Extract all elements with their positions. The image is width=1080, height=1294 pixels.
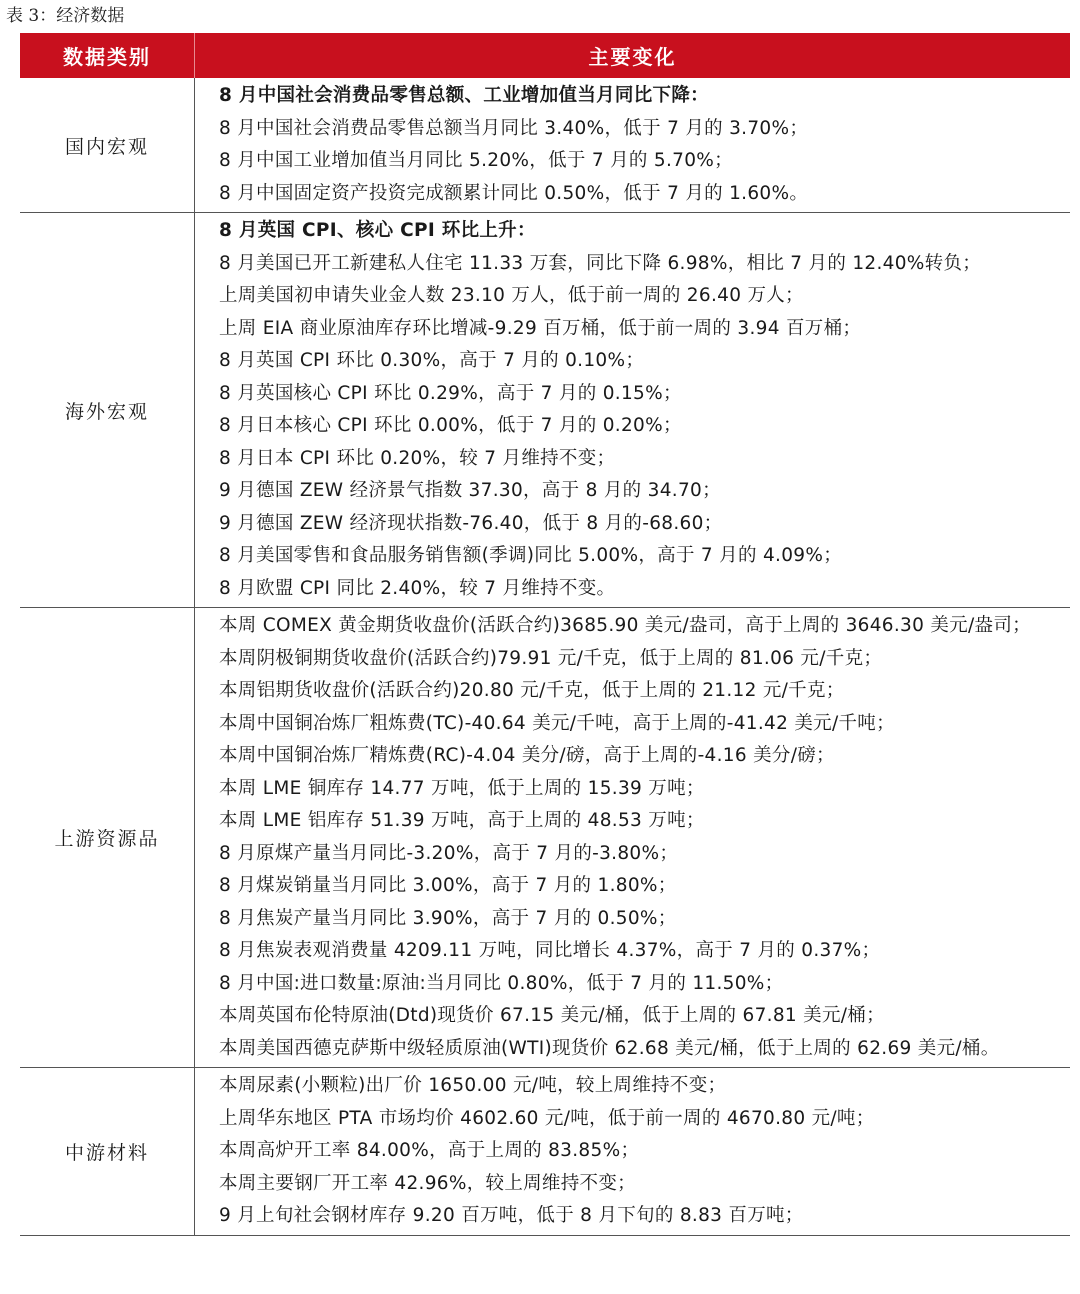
list-item: 本周阴极铜期货收盘价(活跃合约)79.91 元/千克，低于上周的 81.06 元/千克； [219, 647, 883, 669]
list-item: 8 月欧盟 CPI 同比 2.40%，较 7 月维持不变。 [219, 577, 616, 599]
list-item: 上周 EIA 商业原油库存环比增减-9.29 百万桶，低于前一周的 3.94 百万桶； [219, 317, 862, 339]
list-item: 8 月美国零售和食品服务销售额(季调)同比 5.00%，高于 7 月的 4.09%； [219, 545, 843, 566]
list-item: 上周华东地区 PTA 市场均价 4602.60 元/吨，低于前一周的 4670.80 元/吨； [219, 1107, 875, 1129]
list-item: 本周中国铜冶炼厂精炼费(RC)-4.04 美分/磅，高于上周的-4.16 美分/磅； [219, 745, 835, 766]
list-item: 9 月德国 ZEW 经济现状指数-76.40，低于 8 月的-68.60； [219, 512, 723, 534]
section-items [195, 1068, 1070, 1235]
list-item: 上周美国初申请失业金人数 23.10 万人，低于前一周的 26.40 万人； [219, 285, 804, 306]
economic-data-table [20, 33, 1070, 1236]
list-item: 本周高炉开工率 84.00%，高于上周的 83.85%； [219, 1140, 640, 1161]
list-item: 本周尿素(小颗粒)出厂价 1650.00 元/吨，较上周维持不变； [219, 1075, 727, 1096]
category-cell: 海外宏观 [20, 213, 195, 607]
list-item: 本周中国铜冶炼厂粗炼费(TC)-40.64 美元/千吨，高于上周的-41.42 美元/千吨； [219, 712, 895, 734]
section-headline: 8 月中国社会消费品零售总额、工业增加值当月同比下降： [219, 85, 709, 106]
list-item: 本周英国布伦特原油(Dtd)现货价 67.15 美元/桶，低于上周的 67.81 美元/桶； [219, 1005, 885, 1026]
section-items [195, 213, 1070, 607]
section-midstream-materials [20, 1068, 1070, 1236]
section-overseas-macro [20, 213, 1070, 608]
table-header [20, 33, 1070, 78]
list-item: 8 月日本核心 CPI 环比 0.00%，低于 7 月的 0.20%； [219, 415, 682, 436]
section-headline: 8 月英国 CPI、核心 CPI 环比上升： [219, 220, 536, 241]
header-data-category: 数据类别 [20, 33, 195, 78]
section-items [195, 78, 1070, 212]
list-item: 本周美国西德克萨斯中级轻质原油(WTI)现货价 62.68 美元/桶，低于上周的 62.69 美元/桶。 [219, 1037, 1000, 1059]
category-cell: 上游资源品 [20, 608, 195, 1067]
list-item: 本周主要钢厂开工率 42.96%，较上周维持不变； [219, 1172, 636, 1194]
list-item: 本周 COMEX 黄金期货收盘价(活跃合约)3685.90 美元/盎司，高于上周的 3646.30 美元/盎司； [219, 615, 1031, 636]
list-item: 8 月煤炭销量当月同比 3.00%，高于 7 月的 1.80%； [219, 875, 677, 896]
list-item: 8 月中国:进口数量:原油:当月同比 0.80%，低于 7 月的 11.50%； [219, 972, 784, 994]
list-item: 8 月英国核心 CPI 环比 0.29%，高于 7 月的 0.15%； [219, 382, 682, 404]
list-item: 8 月日本 CPI 环比 0.20%，较 7 月维持不变； [219, 447, 616, 469]
list-item: 8 月中国社会消费品零售总额当月同比 3.40%，低于 7 月的 3.70%； [219, 117, 809, 139]
list-item: 8 月英国 CPI 环比 0.30%，高于 7 月的 0.10%； [219, 350, 645, 371]
list-item: 8 月原煤产量当月同比-3.20%，高于 7 月的-3.80%； [219, 842, 679, 864]
list-item: 9 月上旬社会钢材库存 9.20 百万吨，低于 8 月下旬的 8.83 百万吨； [219, 1205, 804, 1226]
list-item: 8 月中国工业增加值当月同比 5.20%，低于 7 月的 5.70%； [219, 150, 733, 171]
list-item: 9 月德国 ZEW 经济景气指数 37.30，高于 8 月的 34.70； [219, 480, 721, 501]
list-item: 本周 LME 铜库存 14.77 万吨，低于上周的 15.39 万吨； [219, 777, 705, 799]
category-cell: 中游材料 [20, 1068, 195, 1235]
table-caption: 表 3：经济数据 [6, 6, 125, 26]
list-item: 本周 LME 铝库存 51.39 万吨，高于上周的 48.53 万吨； [219, 810, 705, 831]
section-items [195, 608, 1070, 1067]
section-domestic-macro [20, 78, 1070, 213]
category-cell: 国内宏观 [20, 78, 195, 212]
section-upstream-resources [20, 608, 1070, 1068]
list-item: 8 月焦炭产量当月同比 3.90%，高于 7 月的 0.50%； [219, 907, 677, 929]
list-item: 8 月美国已开工新建私人住宅 11.33 万套，同比下降 6.98%，相比 7 月的 12.40%转负； [219, 252, 982, 274]
list-item: 本周铝期货收盘价(活跃合约)20.80 元/千克，低于上周的 21.12 元/千克； [219, 680, 845, 701]
list-item: 8 月焦炭表观消费量 4209.11 万吨，同比增长 4.37%，高于 7 月的 0.37%； [219, 940, 881, 961]
list-item: 8 月中国固定资产投资完成额累计同比 0.50%，低于 7 月的 1.60%。 [219, 182, 809, 204]
header-main-changes: 主要变化 [588, 45, 677, 69]
